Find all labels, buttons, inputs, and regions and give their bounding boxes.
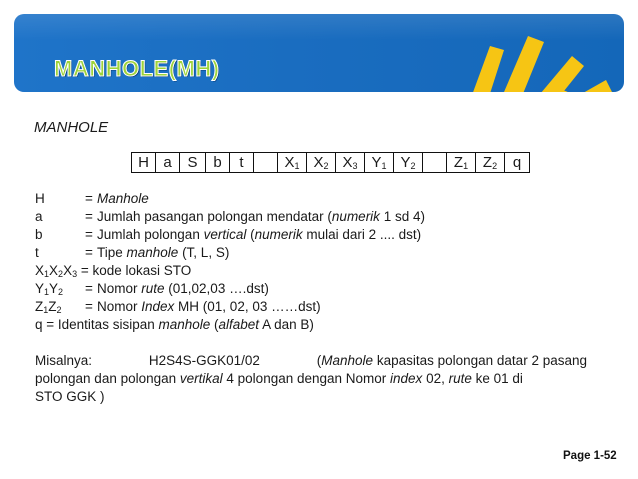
- example-line-1: [35, 352, 587, 370]
- example-line-3: STO GGK ): [35, 389, 105, 404]
- italic-term: manhole: [126, 245, 179, 260]
- example-block: [35, 352, 587, 406]
- example-code: H2S4S-GGK01/02: [148, 353, 260, 368]
- italic-term: alfabet: [218, 317, 260, 332]
- text-run: (01,02,03 ….dst): [164, 281, 269, 296]
- code-cell: $Y_1$: [365, 153, 394, 172]
- definition-row: [35, 244, 595, 262]
- text-run: ke 01 di: [471, 371, 523, 386]
- text-run: Jumlah pasangan polongan mendatar (: [97, 209, 332, 224]
- definition-term: a: [35, 209, 43, 224]
- code-cell: $X_1$: [278, 153, 307, 172]
- header-banner: [14, 14, 624, 92]
- code-cell: $Z_2$: [476, 153, 505, 172]
- definition-separator: =: [85, 245, 93, 260]
- definition-description: [97, 208, 595, 226]
- definition-row: [35, 316, 595, 334]
- italic-term: Index: [141, 299, 175, 314]
- text-run: (: [316, 353, 322, 368]
- definition-separator: =: [85, 227, 93, 242]
- page-number: Page 1-52: [563, 450, 617, 462]
- definition-term: H: [35, 191, 45, 206]
- definition-description: [97, 298, 595, 316]
- definition-term: $X_1X_2X_3$: [35, 263, 78, 279]
- definition-separator: =: [77, 263, 93, 278]
- code-cell: t: [230, 153, 254, 172]
- definition-description: [97, 244, 595, 262]
- definition-separator: =: [42, 317, 58, 332]
- text-run: polongan dan polongan: [35, 371, 180, 386]
- definition-description: [97, 226, 595, 244]
- italic-term: vertikal: [179, 371, 223, 386]
- italic-term: numerik: [254, 227, 303, 242]
- code-cell: $Z_1$: [447, 153, 476, 172]
- text-run: A dan B): [259, 317, 314, 332]
- definition-term: t: [35, 245, 39, 260]
- code-cell: $Y_2$: [394, 153, 423, 172]
- code-format-table: [131, 152, 530, 173]
- text-run: 02,: [422, 371, 449, 386]
- code-cell: [254, 153, 278, 172]
- definition-description: [97, 190, 595, 208]
- italic-term: index: [390, 371, 423, 386]
- definition-row: [35, 190, 595, 208]
- code-cell: $X_2$: [307, 153, 336, 172]
- definition-separator: =: [85, 191, 93, 206]
- text-run: Jumlah polongan: [97, 227, 204, 242]
- section-heading: MANHOLE: [34, 119, 109, 136]
- italic-term: Manhole: [321, 353, 374, 368]
- code-cell: S: [180, 153, 206, 172]
- definition-term: q: [35, 317, 43, 332]
- text-run: (: [210, 317, 219, 332]
- definition-separator: =: [85, 281, 93, 296]
- example-line-2: [35, 370, 587, 388]
- definition-row: [35, 208, 595, 226]
- logo-ray-3: [530, 56, 584, 92]
- text-run: Identitas sisipan: [57, 317, 159, 332]
- definition-inline: [35, 262, 191, 280]
- italic-term: Manhole: [97, 191, 149, 206]
- text-run: (: [246, 227, 255, 242]
- definition-row: [35, 280, 595, 298]
- definition-separator: =: [85, 299, 93, 314]
- definition-term: b: [35, 227, 43, 242]
- definition-inline: [35, 316, 314, 334]
- text-run: (T, L, S): [178, 245, 230, 260]
- logo-ray-1: [468, 46, 504, 92]
- definitions-list: [35, 190, 595, 334]
- text-run: kode lokasi STO: [92, 263, 192, 278]
- definition-row: [35, 262, 595, 280]
- code-cell: a: [156, 153, 180, 172]
- slide-title: MANHOLE(MH): [54, 56, 220, 81]
- text-run: MH (01, 02, 03 ……dst): [174, 299, 321, 314]
- text-run: Nomor: [97, 281, 142, 296]
- text-run: 1 sd 4): [379, 209, 425, 224]
- italic-term: vertical: [203, 227, 247, 242]
- definition-row: [35, 226, 595, 244]
- example-label: Misalnya:: [35, 353, 93, 368]
- text-run: Tipe: [97, 245, 127, 260]
- italic-term: rute: [141, 281, 165, 296]
- sun-logo-icon: [460, 28, 624, 92]
- text-run: kapasitas polongan datar 2 pasang: [373, 353, 587, 368]
- italic-term: rute: [448, 371, 472, 386]
- code-cell: [423, 153, 447, 172]
- definition-description: [97, 280, 595, 298]
- italic-term: numerik: [331, 209, 380, 224]
- text-run: mulai dari 2 .... dst): [302, 227, 422, 242]
- text-run: Nomor: [97, 299, 142, 314]
- example-description-start: [317, 352, 587, 370]
- definition-row: [35, 298, 595, 316]
- italic-term: manhole: [158, 317, 211, 332]
- definition-term: $Y_1Y_2$: [35, 281, 64, 297]
- definition-term: $Z_1Z_2$: [35, 299, 62, 315]
- code-cell: H: [132, 153, 156, 172]
- text-run: 4 polongan dengan Nomor: [222, 371, 391, 386]
- code-cell: $X_3$: [336, 153, 365, 172]
- definition-separator: =: [85, 209, 93, 224]
- code-cell: b: [206, 153, 230, 172]
- code-cell: q: [512, 154, 522, 171]
- logo-ray-2: [498, 36, 544, 92]
